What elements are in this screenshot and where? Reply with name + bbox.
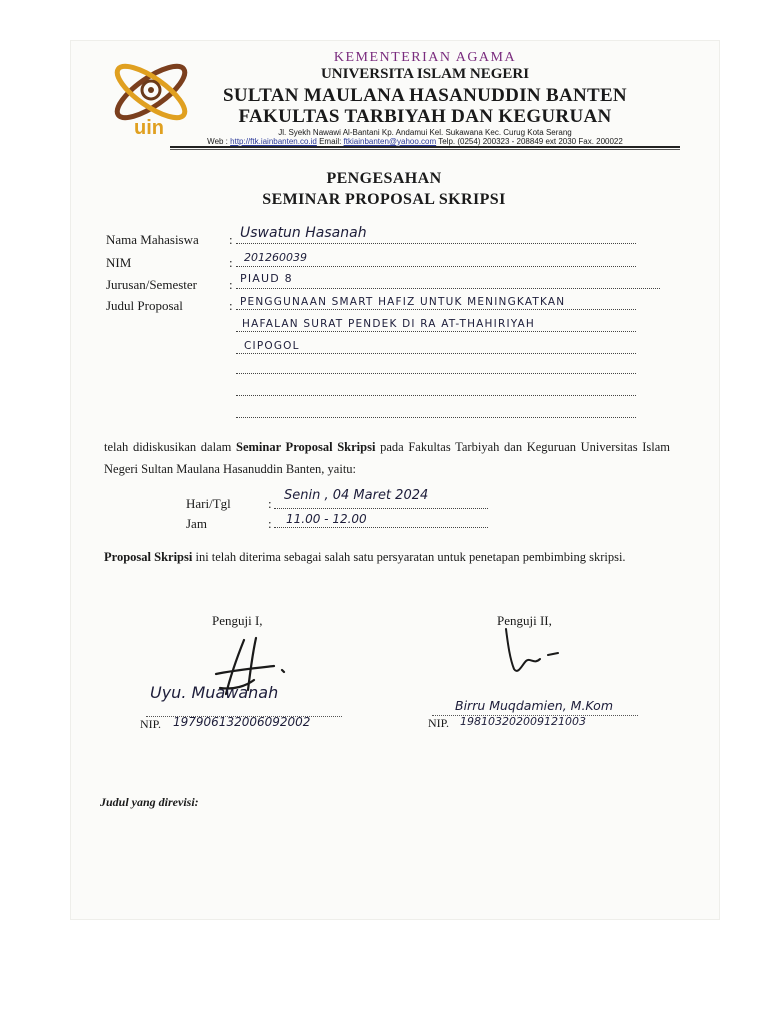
colon: : (229, 298, 233, 313)
judul-dots-6 (236, 416, 636, 418)
phone: Telp. (0254) 200323 - 208849 ext 2030 Fax. 200022 (436, 137, 623, 146)
p1-text-a: telah didiskusikan dalam (104, 440, 236, 454)
doc-title: PENGESAHAN (326, 170, 442, 187)
judul-line1: PENGGUNAAN SMART HAFIZ UNTUK MENINGKATKAN (240, 296, 566, 308)
day-label: Hari/Tgl (186, 496, 231, 511)
email-prefix: Email: (316, 137, 344, 146)
examiner2-name: Birru Muqdamien, M.Kom (455, 698, 614, 713)
logo-text: uin (134, 117, 164, 139)
jurusan-value: PIAUD 8 (240, 272, 293, 285)
name-line (236, 242, 636, 244)
day-line (274, 507, 488, 509)
nim-label: NIM (106, 255, 132, 270)
jurusan-line (236, 287, 660, 289)
paragraph-accepted (104, 546, 670, 568)
day-value: Senin , 04 Maret 2024 (284, 488, 429, 503)
colon: : (268, 516, 272, 531)
university-line2: SULTAN MAULANA HASANUDDIN BANTEN (223, 85, 627, 106)
doc-subtitle: SEMINAR PROPOSAL SKRIPSI (262, 191, 506, 208)
web-prefix: Web : (207, 137, 231, 146)
judul-dots-3 (236, 352, 636, 354)
ministry-name: KEMENTERIAN AGAMA (333, 50, 517, 65)
address: Jl. Syekh Nawawi Al-Bantani Kp. Andamui Kel. Sukawana Kec. Curug Kota Serang (278, 128, 572, 137)
colon: : (229, 232, 233, 247)
judul-dots-5 (236, 394, 636, 396)
examiner1-nip: 197906132006092002 (173, 715, 311, 729)
colon: : (268, 496, 272, 511)
p1-text-c: pada Fakultas Tarbiyah dan Keguruan Universitas Islam Negeri Sultan Maulana Hasanuddin Banten, yaitu: (104, 440, 671, 476)
p2-text-c: ini telah diterima sebagai salah satu persyaratan untuk penetapan pembimbing skripsi. (192, 550, 626, 564)
examiner2-signature-icon (496, 625, 576, 685)
judul-line2: HAFALAN SURAT PENDEK DI RA AT-THAHIRIYAH (242, 318, 536, 330)
revised-title-label: Judul yang direvisi: (100, 795, 199, 809)
judul-line3: CIPOGOL (244, 340, 300, 352)
paragraph-discussed (104, 436, 670, 480)
name-label: Nama Mahasiswa (106, 232, 199, 247)
examiner1-name: Uyu. Muawanah (150, 683, 279, 702)
time-label: Jam (186, 516, 207, 531)
name-value: Uswatun Hasanah (240, 225, 367, 241)
header-rule (170, 146, 680, 148)
examiner2-label: Penguji II, (497, 613, 552, 628)
examiner2-nip-label: NIP. (428, 716, 450, 730)
header-rule-thin (170, 149, 680, 150)
judul-label: Judul Proposal (106, 298, 183, 313)
examiner1-label: Penguji I, (212, 613, 263, 628)
time-value: 11.00 - 12.00 (286, 512, 367, 526)
examiner2-nip: 198103202009121003 (460, 715, 586, 728)
web-link[interactable]: http://ftk.iainbanten.co.id (230, 137, 317, 146)
judul-dots-2 (236, 330, 636, 332)
judul-dots-1 (236, 308, 636, 310)
university-line1: UNIVERSITA ISLAM NEGERI (320, 66, 530, 82)
judul-dots-4 (236, 372, 636, 374)
examiner1-nip-label: NIP. (140, 717, 162, 731)
faculty-name: FAKULTAS TARBIYAH DAN KEGURUAN (238, 106, 612, 127)
colon: : (229, 255, 233, 270)
nim-value: 201260039 (244, 251, 307, 264)
time-line (274, 526, 488, 528)
p2-text-bold: Proposal Skripsi (104, 550, 193, 564)
colon: : (229, 277, 233, 292)
p1-text-bold: Seminar Proposal Skripsi (236, 440, 376, 454)
contact-line (165, 137, 665, 146)
nim-line (236, 265, 636, 267)
jurusan-label: Jurusan/Semester (106, 277, 197, 292)
email-link[interactable]: ftkiainbanten@yahoo.com (343, 137, 437, 146)
